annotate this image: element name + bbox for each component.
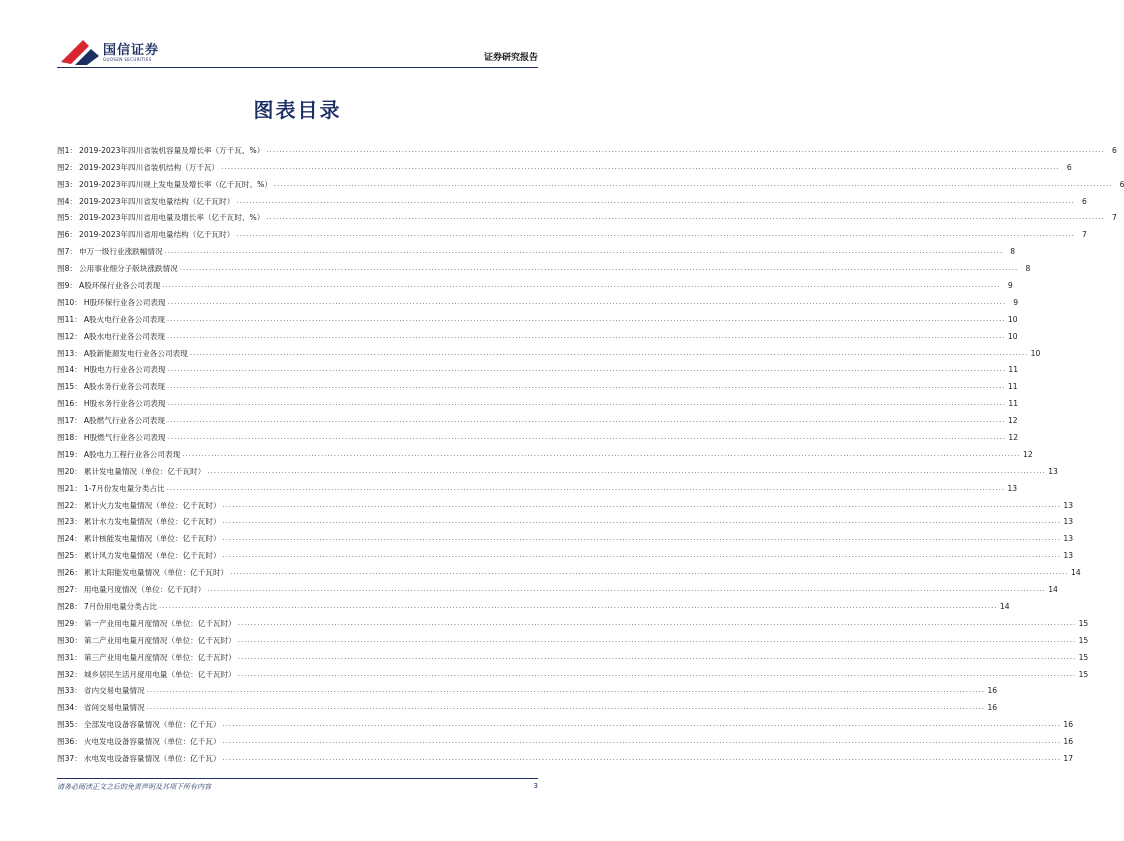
toc-entry-page: 14 — [999, 601, 1010, 611]
toc-entry[interactable] — [57, 679, 998, 696]
toc-dot-leader: .................................................................................................................................................................................................................................................................... — [222, 737, 1062, 746]
toc-entry-title: 累计核能发电量情况（单位：亿千瓦时） — [83, 534, 221, 544]
toc-entry-title: 公用事业细分子版块涨跌情况 — [79, 264, 178, 274]
toc-entry-label: 图21： — [57, 483, 82, 493]
toc-entry-page: 8 — [1010, 247, 1016, 257]
toc-entry[interactable] — [57, 628, 1089, 645]
toc-entry-label: 图18： — [57, 433, 82, 443]
toc-entry-label: 图26： — [57, 568, 82, 578]
toc-entry-title: 第二产业用电量月度情况（单位：亿千瓦时） — [83, 635, 236, 645]
toc-entry-title: 城乡居民生活月度用电量（单位：亿千瓦时） — [83, 669, 236, 679]
toc-entry[interactable] — [57, 273, 1013, 291]
toc-dot-leader: .................................................................................................................................................................................................................................................................... — [167, 365, 1007, 374]
toc-entry-page: 6 — [1082, 196, 1087, 206]
toc-entry-label: 图29： — [57, 618, 82, 628]
toc-entry[interactable] — [57, 138, 1117, 155]
toc-entry-label: 图1： — [57, 145, 78, 155]
toc-entry-label: 图12： — [57, 331, 82, 341]
toc-entry[interactable] — [57, 459, 1058, 476]
toc-dot-leader: .................................................................................................................................................................................................................................................................... — [222, 500, 1062, 509]
toc-entry-page: 16 — [1063, 720, 1074, 730]
toc-entry-page: 16 — [987, 686, 998, 696]
toc-entry-page: 16 — [1063, 737, 1074, 747]
toc-entry-page: 13 — [1048, 466, 1058, 476]
toc-entry-title: 省间交易电量情况 — [83, 703, 145, 713]
toc-entry[interactable] — [57, 341, 1041, 358]
toc-entry-page: 8 — [1025, 264, 1031, 274]
toc-entry-label: 图7： — [57, 247, 78, 257]
toc-entry-title: 2019-2023年四川省用电量及增长率（亿千瓦时、%） — [79, 213, 265, 223]
guosen-logo — [57, 38, 177, 68]
toc-entry-label: 图13： — [57, 348, 82, 358]
toc-entry-page: 12 — [1007, 416, 1018, 426]
toc-entry-page: 9 — [1013, 297, 1019, 307]
toc-dot-leader: .................................................................................................................................................................................................................................................................... — [182, 449, 1021, 458]
toc-dot-leader: .................................................................................................................................................................................................................................................................... — [189, 348, 1029, 357]
toc-entry-page: 10 — [1007, 331, 1018, 341]
toc-entry-label: 图4： — [57, 196, 78, 206]
toc-entry-label: 图34： — [57, 703, 82, 713]
toc-entry-title: 用电量月度情况（单位：亿千瓦时） — [83, 585, 206, 595]
toc-entry-label: 图35： — [57, 720, 82, 730]
toc-entry[interactable] — [57, 510, 1074, 527]
toc-entry-title: H股电力行业各公司表现 — [83, 365, 166, 375]
toc-entry-label: 图16： — [57, 399, 82, 409]
toc-entry-label: 图36： — [57, 737, 82, 747]
toc-dot-leader: .................................................................................................................................................................................................................................................................... — [237, 669, 1077, 678]
toc-entry-label: 图27： — [57, 585, 82, 595]
toc-entry-page: 15 — [1078, 669, 1089, 679]
toc-dot-leader: .................................................................................................................................................................................................................................................................... — [222, 720, 1062, 729]
toc-entry-label: 图30： — [57, 635, 82, 645]
toc-entry-page: 7 — [1082, 230, 1087, 240]
figure-table-of-contents — [57, 138, 1124, 763]
toc-entry[interactable] — [57, 391, 1019, 409]
toc-entry-page: 11 — [1008, 365, 1019, 375]
toc-entry-page: 13 — [1063, 517, 1074, 527]
toc-dot-leader: .................................................................................................................................................................................................................................................................... — [166, 483, 1006, 492]
toc-entry-label: 图10： — [57, 297, 82, 307]
page-number: 3 — [533, 782, 538, 790]
toc-entry-page: 14 — [1071, 568, 1081, 578]
toc-entry-title: 2019-2023年四川省装机容量及增长率（万千瓦、%） — [79, 145, 265, 155]
toc-entry-page: 6 — [1119, 179, 1124, 189]
toc-entry-page: 10 — [1030, 348, 1041, 358]
toc-entry[interactable] — [57, 645, 1089, 662]
toc-entry-title: 累计太阳能发电量情况（单位：亿千瓦时） — [83, 568, 229, 578]
toc-entry-label: 图31： — [57, 652, 82, 662]
toc-entry-page: 17 — [1063, 753, 1074, 763]
toc-entry-label: 图3： — [57, 179, 78, 189]
toc-dot-leader: .................................................................................................................................................................................................................................................................... — [167, 382, 1006, 391]
toc-entry[interactable] — [57, 374, 1018, 392]
toc-dot-leader: .................................................................................................................................................................................................................................................................... — [237, 618, 1077, 627]
company-name: 国信证券 — [103, 43, 160, 58]
guosen-logo-mark — [57, 38, 101, 66]
toc-entry-label: 图5： — [57, 213, 78, 223]
toc-entry[interactable] — [57, 594, 1010, 611]
toc-dot-leader: .................................................................................................................................................................................................................................................................... — [222, 534, 1062, 543]
toc-entry-page: 13 — [1063, 500, 1074, 510]
toc-entry-page: 16 — [987, 703, 998, 713]
toc-dot-leader: .................................................................................................................................................................................................................................................................... — [222, 753, 1062, 762]
toc-entry-page: 11 — [1008, 399, 1019, 409]
toc-entry-label: 图8： — [57, 264, 78, 274]
toc-entry[interactable] — [57, 206, 1117, 223]
toc-entry[interactable] — [57, 408, 1018, 426]
toc-entry-title: 火电发电设备容量情况（单位：亿千瓦） — [83, 737, 221, 747]
header-divider — [57, 67, 538, 68]
toc-entry-title: 申万一级行业涨跌幅情况 — [79, 247, 163, 257]
toc-entry[interactable] — [57, 256, 1031, 274]
toc-entry-title: 累计风力发电量情况（单位：亿千瓦时） — [83, 551, 221, 561]
toc-entry-page: 13 — [1007, 483, 1018, 493]
toc-entry-page: 15 — [1078, 652, 1089, 662]
toc-entry[interactable] — [57, 577, 1058, 595]
toc-entry-title: A股燃气行业各公司表现 — [83, 416, 165, 426]
toc-entry-title: 2019-2023年四川规上发电量及增长率（亿千瓦时、%） — [79, 179, 272, 189]
toc-entry-label: 图23： — [57, 517, 82, 527]
toc-entry-label: 图24： — [57, 534, 82, 544]
toc-dot-leader: .................................................................................................................................................................................................................................................................... — [146, 686, 986, 695]
toc-entry[interactable] — [57, 425, 1019, 443]
toc-entry-title: 水电发电设备容量情况（单位：亿千瓦） — [83, 753, 221, 763]
toc-entry-title: 省内交易电量情况 — [83, 686, 145, 696]
toc-entry[interactable] — [57, 560, 1081, 578]
toc-entry-page: 15 — [1078, 635, 1089, 645]
report-type-label: 证券研究报告 — [483, 53, 538, 63]
toc-entry-title: 全部发电设备容量情况（单位：亿千瓦） — [83, 720, 221, 730]
toc-entry-title: H股水务行业各公司表现 — [83, 399, 166, 409]
toc-dot-leader: .................................................................................................................................................................................................................................................................... — [207, 466, 1046, 475]
toc-entry-label: 图20： — [57, 466, 82, 476]
toc-entry-page: 6 — [1112, 145, 1117, 155]
toc-entry[interactable] — [57, 290, 1019, 307]
toc-entry-title: 累计水力发电量情况（单位：亿千瓦时） — [83, 517, 221, 527]
toc-entry-page: 6 — [1066, 162, 1072, 172]
toc-entry[interactable] — [57, 729, 1074, 747]
toc-dot-leader: .................................................................................................................................................................................................................................................................... — [162, 281, 1001, 290]
toc-entry-title: 2019-2023年四川省发电量结构（亿千瓦时） — [79, 196, 235, 206]
toc-dot-leader: .................................................................................................................................................................................................................................................................... — [167, 297, 1007, 306]
toc-entry-label: 图2： — [57, 162, 78, 172]
page-header — [0, 0, 595, 70]
toc-dot-leader: .................................................................................................................................................................................................................................................................... — [237, 652, 1077, 661]
toc-entry-title: A股新能源发电行业各公司表现 — [83, 348, 188, 358]
toc-entry-label: 图9： — [57, 281, 78, 291]
toc-entry-label: 图14： — [57, 365, 82, 375]
toc-entry-title: 第一产业用电量月度情况（单位：亿千瓦时） — [83, 618, 236, 628]
toc-dot-leader: .................................................................................................................................................................................................................................................................... — [167, 314, 1006, 323]
toc-entry-label: 图32： — [57, 669, 82, 679]
toc-entry-label: 图15： — [57, 382, 82, 392]
toc-dot-leader: .................................................................................................................................................................................................................................................................... — [222, 551, 1062, 560]
toc-entry[interactable] — [57, 442, 1033, 459]
company-name-en: GUOSEN SECURITIES — [103, 57, 152, 62]
toc-entry-label: 图28： — [57, 601, 82, 611]
toc-entry-label: 图37： — [57, 753, 82, 763]
toc-entry-page: 7 — [1112, 213, 1117, 223]
toc-entry-label: 图6： — [57, 230, 78, 240]
toc-dot-leader: .................................................................................................................................................................................................................................................................... — [167, 399, 1007, 408]
toc-dot-leader: .................................................................................................................................................................................................................................................................... — [207, 585, 1046, 594]
toc-entry[interactable] — [57, 172, 1124, 189]
toc-entry-title: 累计火力发电量情况（单位：亿千瓦时） — [83, 500, 221, 510]
toc-entry-title: 累计发电量情况（单位：亿千瓦时） — [83, 466, 206, 476]
toc-entry-page: 11 — [1007, 382, 1018, 392]
toc-entry-title: 2019-2023年四川省装机结构（万千瓦） — [79, 162, 220, 172]
footer-disclaimer: 请务必阅读正文之后的免责声明及其项下所有内容 — [57, 783, 211, 791]
toc-entry-title: 2019-2023年四川省用电量结构（亿千瓦时） — [79, 230, 235, 240]
toc-entry-title: 7月份用电量分类占比 — [83, 601, 158, 611]
toc-entry-label: 图25： — [57, 551, 82, 561]
toc-entry-page: 14 — [1048, 585, 1058, 595]
toc-entry-title: H股环保行业各公司表现 — [83, 297, 166, 307]
toc-entry[interactable] — [57, 155, 1072, 172]
toc-entry-page: 15 — [1078, 618, 1089, 628]
toc-dot-leader: .................................................................................................................................................................................................................................................................... — [230, 568, 1069, 577]
page-title: 图表目录 — [253, 98, 342, 122]
footer-divider — [57, 778, 538, 779]
toc-dot-leader: .................................................................................................................................................................................................................................................................... — [146, 703, 986, 712]
toc-dot-leader: .................................................................................................................................................................................................................................................................... — [164, 247, 1004, 256]
toc-entry[interactable] — [57, 189, 1087, 206]
toc-entry[interactable] — [57, 695, 998, 713]
toc-entry[interactable] — [57, 239, 1016, 257]
toc-dot-leader: .................................................................................................................................................................................................................................................................... — [167, 331, 1006, 340]
toc-entry[interactable] — [57, 611, 1089, 628]
toc-entry-page: 10 — [1007, 314, 1018, 324]
toc-entry-label: 图33： — [57, 686, 82, 696]
toc-dot-leader: .................................................................................................................................................................................................................................................................... — [221, 162, 1060, 171]
toc-entry-page: 12 — [1008, 433, 1019, 443]
toc-entry-page: 13 — [1063, 534, 1074, 544]
toc-entry-title: A股火电行业各公司表现 — [83, 314, 165, 324]
toc-entry-title: A股环保行业各公司表现 — [79, 281, 161, 291]
toc-entry[interactable] — [57, 526, 1074, 544]
toc-entry-page: 13 — [1063, 551, 1074, 561]
toc-entry-title: 第三产业用电量月度情况（单位：亿千瓦时） — [83, 652, 236, 662]
toc-entry-title: A股水电行业各公司表现 — [83, 331, 165, 341]
toc-entry[interactable] — [57, 307, 1018, 324]
toc-entry-title: H股燃气行业各公司表现 — [83, 433, 166, 443]
toc-dot-leader: .................................................................................................................................................................................................................................................................... — [236, 196, 1075, 205]
toc-entry[interactable] — [57, 493, 1074, 510]
toc-dot-leader: .................................................................................................................................................................................................................................................................... — [237, 635, 1077, 644]
toc-dot-leader: .................................................................................................................................................................................................................................................................... — [266, 145, 1105, 154]
toc-entry-label: 图17： — [57, 416, 82, 426]
toc-entry-label: 图19： — [57, 449, 82, 459]
toc-entry[interactable] — [57, 662, 1089, 679]
toc-dot-leader: .................................................................................................................................................................................................................................................................... — [179, 264, 1019, 273]
toc-entry-title: A股水务行业各公司表现 — [83, 382, 165, 392]
toc-entry-title: 1-7月份发电量分类占比 — [83, 483, 165, 493]
toc-entry[interactable] — [57, 712, 1074, 730]
toc-dot-leader: .................................................................................................................................................................................................................................................................... — [167, 433, 1007, 442]
toc-entry-page: 12 — [1023, 449, 1033, 459]
toc-entry[interactable] — [57, 324, 1018, 341]
toc-entry[interactable] — [57, 476, 1018, 493]
toc-dot-leader: .................................................................................................................................................................................................................................................................... — [236, 230, 1075, 239]
toc-entry-page: 9 — [1007, 281, 1013, 291]
toc-dot-leader: .................................................................................................................................................................................................................................................................... — [167, 416, 1006, 425]
toc-entry-title: A股电力工程行业各公司表现 — [83, 449, 181, 459]
toc-dot-leader: .................................................................................................................................................................................................................................................................... — [266, 213, 1105, 222]
toc-dot-leader: .................................................................................................................................................................................................................................................................... — [273, 179, 1113, 188]
toc-entry[interactable] — [57, 746, 1074, 763]
toc-entry[interactable] — [57, 358, 1019, 375]
toc-entry-label: 图11： — [57, 314, 82, 324]
toc-entry[interactable] — [57, 543, 1074, 561]
toc-dot-leader: .................................................................................................................................................................................................................................................................... — [222, 517, 1062, 526]
toc-entry-label: 图22： — [57, 500, 82, 510]
toc-dot-leader: .................................................................................................................................................................................................................................................................... — [159, 601, 998, 610]
toc-entry[interactable] — [57, 222, 1087, 240]
